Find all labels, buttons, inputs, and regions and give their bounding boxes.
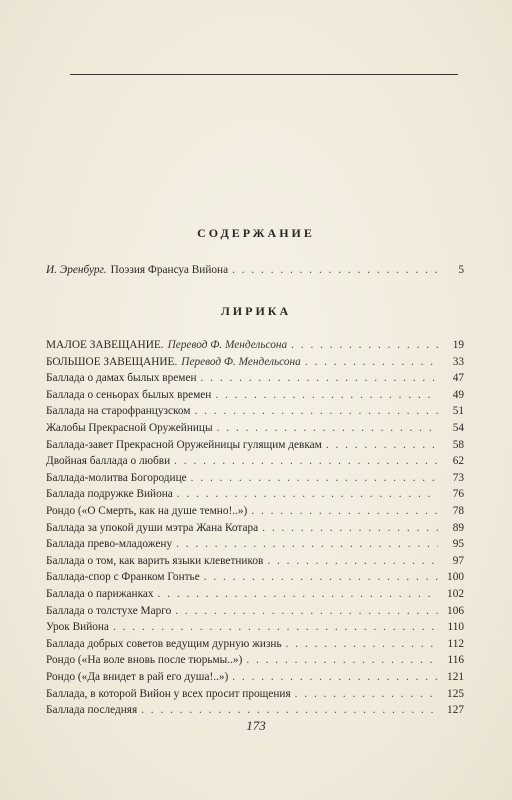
toc-entry-page-number: 95	[452, 538, 464, 551]
dot-leader	[113, 619, 438, 635]
toc-entry-page-number: 49	[452, 388, 464, 401]
toc-entry-page-number: 112	[447, 637, 464, 650]
toc-entry	[46, 603, 464, 619]
toc-entry-title: Баллада-спор с Франком Гонтье	[46, 571, 200, 584]
intro-page-number: 5	[458, 264, 464, 276]
toc-entry	[46, 420, 464, 436]
contents-heading: СОДЕРЖАНИЕ	[197, 226, 315, 240]
toc-entry-page-number: 58	[452, 438, 464, 451]
dot-leader	[232, 262, 438, 278]
toc-entry-title: Баллада о том, как варить языки клеветников	[46, 554, 264, 567]
toc-entry-intro	[46, 262, 464, 278]
toc-entry	[46, 619, 464, 635]
toc-entry	[46, 652, 464, 668]
toc-entry-translator: Перевод Ф. Мендельсона	[181, 355, 301, 368]
toc-entry-title: Баллада-молитва Богородице	[46, 471, 187, 484]
toc-entry-title: Баллада о дамах былых времен	[46, 372, 197, 385]
toc-entry-title: Рондо («Да внидет в рай его душа!..»)	[46, 671, 229, 683]
intro-title: Поэзия Франсуа Вийона	[110, 264, 229, 276]
dot-leader	[176, 536, 438, 552]
toc-entry-page-number: 47	[452, 372, 464, 385]
toc-entry	[46, 503, 464, 519]
toc-entry-page-number: 62	[452, 455, 464, 468]
toc-entry-page-number: 125	[447, 687, 464, 700]
dot-leader	[286, 636, 438, 652]
toc-entry	[46, 669, 464, 685]
toc-entry-title: Баллада-завет Прекрасной Оружейницы гулящим девкам	[46, 438, 322, 451]
dot-leader	[177, 486, 438, 502]
intro-author: И. Эренбург.	[46, 264, 107, 276]
toc-entry-page-number: 100	[447, 571, 464, 584]
toc-entry	[46, 569, 464, 585]
toc-entry	[46, 586, 464, 602]
toc-entry-page-number: 78	[452, 505, 464, 517]
toc-entry-title: Баллада о сеньорах былых времен	[46, 388, 212, 401]
toc-entry-page-number: 116	[447, 654, 464, 667]
dot-leader	[217, 420, 438, 436]
toc-entry	[46, 354, 464, 370]
dot-leader	[201, 370, 438, 386]
toc-entry	[46, 370, 464, 386]
toc-entry	[46, 686, 464, 702]
toc-entry-title: Двойная баллада о любви	[46, 455, 171, 468]
dot-leader	[246, 652, 438, 668]
dot-leader	[305, 354, 438, 370]
toc-entry-page-number: 106	[447, 604, 464, 617]
toc-entry	[46, 636, 464, 652]
toc-entry	[46, 486, 464, 502]
toc-entry-title: Баллада прево-младоженy	[46, 538, 173, 551]
dot-leader	[204, 569, 438, 585]
dot-leader	[215, 387, 438, 403]
toc-entry-title: Жалобы Прекрасной Оружейницы	[46, 422, 213, 434]
toc-entry	[46, 702, 464, 718]
toc-entry	[46, 453, 464, 469]
dot-leader	[191, 470, 438, 486]
toc-entry	[46, 470, 464, 486]
page-number-folio: 173	[246, 718, 266, 733]
toc-entry	[46, 536, 464, 552]
toc-entry-title: Баллада подружке Вийона	[46, 488, 173, 501]
toc-entry-page-number: 102	[447, 588, 464, 600]
header-rule	[70, 74, 458, 75]
toc-entry-page-number: 97	[452, 554, 464, 567]
toc-entry-title: Баллада, в которой Вийон у всех просит прощения	[46, 687, 291, 700]
dot-leader	[194, 403, 438, 419]
toc-entry	[46, 520, 464, 536]
toc-entry-title: Баллада о парижанках	[46, 588, 154, 600]
dot-leader	[174, 453, 438, 469]
dot-leader	[262, 520, 438, 536]
toc-entry	[46, 437, 464, 453]
toc-entry-title: МАЛОЕ ЗАВЕЩАНИЕ.	[46, 339, 164, 351]
toc-entry-title: Рондо («О Смерть, как на душе темно!..»)	[46, 505, 248, 517]
dot-leader	[141, 702, 438, 718]
toc-entry-page-number: 73	[452, 471, 464, 484]
dot-leader	[267, 553, 438, 569]
toc-entry-title: Баллада на старофранцузском	[46, 405, 191, 418]
toc-entry-page-number: 54	[452, 422, 464, 434]
toc-entry-title: Баллада добрых советов ведущим дурную жизнь	[46, 637, 282, 650]
toc-entry-title: Урок Вийона	[46, 621, 109, 634]
toc-entry-title: Рондо («На воле вновь после тюрьмы..»)	[46, 654, 243, 667]
toc-entry	[46, 337, 464, 353]
dot-leader	[175, 603, 438, 619]
toc-entry	[46, 553, 464, 569]
toc-entry-title: Баллада за упокой души мэтра Жана Котара	[46, 521, 259, 534]
section-heading-lyrics: ЛИРИКА	[220, 304, 292, 318]
toc-entry-page-number: 33	[452, 355, 464, 368]
toc-entry	[46, 387, 464, 403]
toc-entry-title: Баллада о толстухе Марго	[46, 604, 172, 617]
dot-leader	[232, 669, 438, 685]
toc-entry-page-number: 89	[452, 521, 464, 534]
dot-leader	[251, 503, 438, 519]
dot-leader	[326, 437, 438, 453]
dot-leader	[158, 586, 438, 602]
toc-entry-title: Баллада последняя	[46, 704, 138, 717]
toc-entry-page-number: 19	[452, 339, 464, 351]
toc-entry-translator: Перевод Ф. Мендельсона	[167, 339, 288, 351]
toc-entry-title: БОЛЬШОЕ ЗАВЕЩАНИЕ.	[46, 355, 178, 368]
dot-leader	[291, 337, 438, 353]
toc-entry-page-number: 110	[447, 621, 464, 634]
dot-leader	[295, 686, 438, 702]
toc-entry-page-number: 51	[452, 405, 464, 418]
toc-entry	[46, 403, 464, 419]
toc-entry-page-number: 121	[447, 671, 464, 683]
toc-entry-page-number: 127	[447, 704, 464, 717]
toc-entry-page-number: 76	[452, 488, 464, 501]
